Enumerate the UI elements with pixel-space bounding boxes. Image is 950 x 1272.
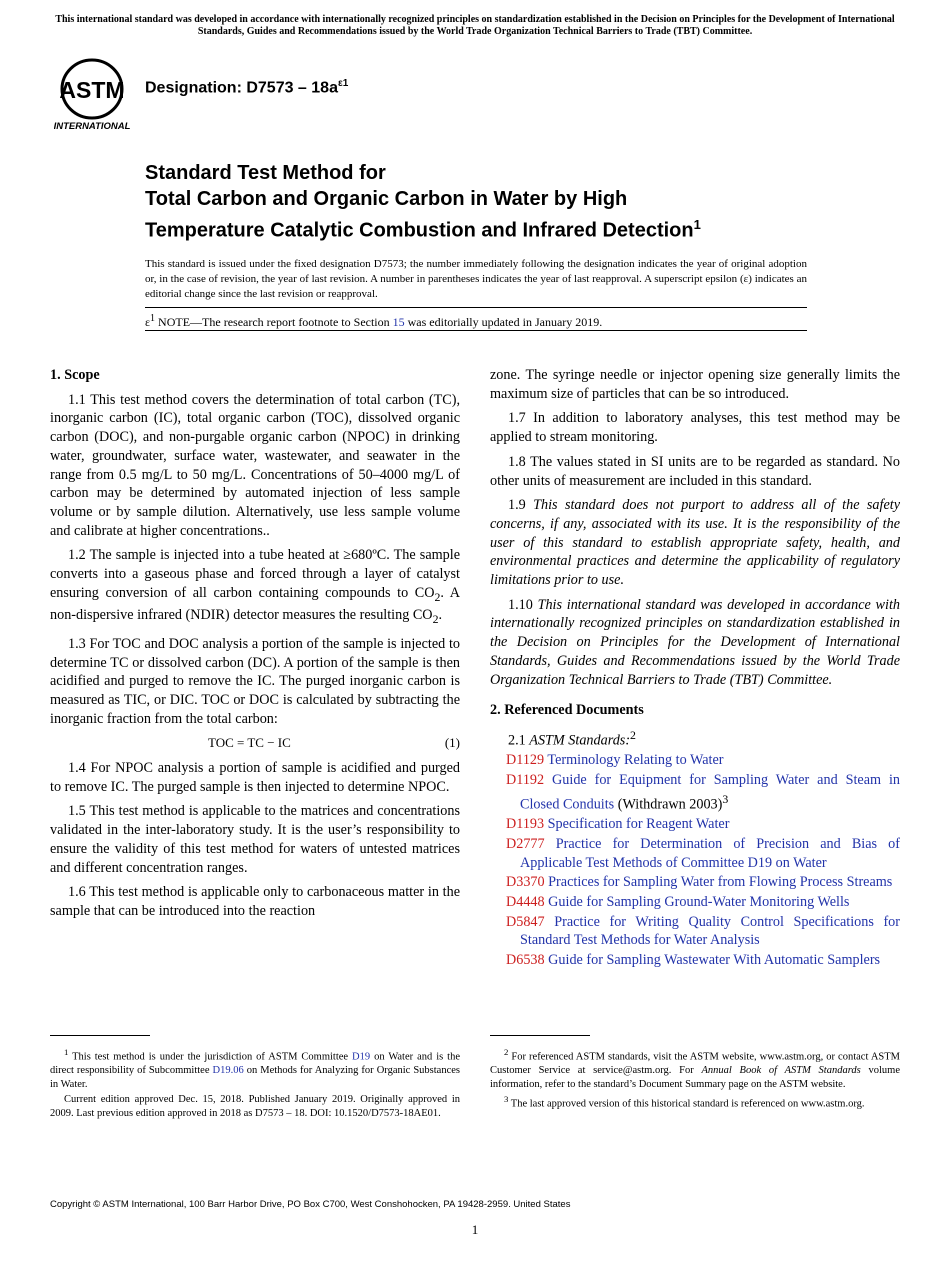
footnotes-left: [50, 1046, 460, 1122]
divider-bottom: [145, 330, 807, 331]
paragraph-2-1: 2.1 ASTM Standards:$^2$: [508, 727, 636, 749]
reference-code-link[interactable]: D1129: [506, 752, 545, 769]
reference-item: [490, 835, 900, 872]
footnote-rule-right: [490, 1035, 590, 1036]
title-line-1: Standard Test Method for: [145, 162, 386, 184]
reference-item: [490, 951, 900, 970]
reference-title-link[interactable]: Guide for Sampling Wastewater With Automatic Samplers: [548, 952, 881, 969]
epsilon-note: $\varepsilon^1$ NOTE—The research report footnote to Section 15 was editorially updated in January 2019.: [145, 313, 603, 329]
equation-text: TOC = TC − IC: [208, 735, 291, 751]
paragraph-1-7: 1.7 In addition to laboratory analyses, this test method may be applied to stream monitoring.: [490, 410, 900, 446]
reference-item: [490, 913, 900, 950]
copyright-footer: Copyright © ASTM International, 100 Barr Harbor Drive, PO Box C700, West Conshohocken, PA 19428-2959. United States: [50, 1199, 571, 1210]
reference-item: D1192 Guide for Equipment for Sampling Water and Steam in Closed Conduits (Withdrawn 2003)$^3$: [506, 772, 900, 813]
title-line-3: Temperature Catalytic Combustion and Infrared Detection$^1$: [145, 217, 701, 242]
designation-label: Designation: D7573 – 18a: [145, 79, 338, 97]
reference-title-link[interactable]: Guide for Equipment for Sampling Water and Steam in Closed Conduits: [520, 772, 900, 813]
reference-title-link[interactable]: Terminology Relating to Water: [547, 752, 724, 769]
footnote-1: $^1$ This test method is under the jurisdiction of ASTM Committee D19 on Water and is the direct responsibility of Subcommittee D19.06 on Methods for Analyzing for Organic Substances in Water.: [50, 1047, 460, 1090]
reference-code-link[interactable]: D4448: [506, 894, 545, 911]
paragraph-1-10: 1.10 This international standard was developed in accordance with internationally recognized principles on standardization established in the Decision on Principles for the Development of International Standards, Guides and Recommendations issued by the World Trade Organization Technical Barriers to Trade (TBT) Committee.: [490, 596, 900, 688]
section-2-heading: 2. Referenced Documents: [490, 702, 644, 719]
committee-d19-link[interactable]: D19: [352, 1051, 371, 1063]
paragraph-1-6b: zone. The syringe needle or injector opening size generally limits the maximum size of particles that can be so introduced.: [490, 367, 900, 402]
paragraph-1-3: 1.3 For TOC and DOC analysis a portion of the sample is injected to determine TC or dissolved carbon (DC). A portion of the sample is then acidified and purged to remove the IC. The purged inorganic carbon is measured as TIC, or DIC. TOC or DOC is calculated by subtracting the inorganic fraction from the total carbon:: [50, 635, 460, 727]
title-footnote-ref: 1: [693, 217, 701, 232]
paragraph-1-4: 1.4 For NPOC analysis a portion of sample is acidified and purged to remove IC. The purged sample is then injected to determine NPOC.: [50, 760, 460, 795]
reference-title-link[interactable]: Practices for Sampling Water from Flowing Process Streams: [548, 874, 893, 891]
reference-item: [490, 815, 900, 834]
footnote-3: $^3$ The last approved version of this historical standard is referenced on www.astm.org.: [504, 1094, 865, 1110]
reference-title-link[interactable]: Practice for Determination of Precision and Bias of Applicable Test Methods of Committee D19 on Water: [520, 835, 901, 871]
page-number: 1: [471, 1222, 479, 1237]
reference-item: [490, 873, 900, 892]
designation-epsilon: ε1: [337, 78, 349, 89]
paragraph-1-8: 1.8 The values stated in SI units are to be regarded as standard. No other units of measurement are included in this standard.: [490, 453, 900, 489]
footnotes-right: [490, 1046, 900, 1113]
paragraph-1-9: 1.9 This standard does not purport to address all of the safety concerns, if any, associated with its use. It is the responsibility of the user of this standard to establish appropriate safety, health, and environmental practices and determine the applicability of regulatory limitations prior to use.: [490, 497, 900, 589]
subcommittee-d19-06-link[interactable]: D19.06: [212, 1065, 244, 1076]
reference-code-link[interactable]: D3370: [506, 874, 545, 891]
reference-code-link[interactable]: D1192: [506, 772, 545, 789]
footnote-rule-left: [50, 1035, 150, 1036]
reference-code-link[interactable]: D2777: [506, 835, 545, 852]
document-title: [145, 160, 865, 244]
paragraph-1-1: 1.1 This test method covers the determination of total carbon (TC), inorganic carbon (IC), total organic carbon (TOC), dissolved organic carbon (DOC), and non-purgable organic carbon (NPOC) in drinking water, groundwater, surface water, wastewater, and seawater in the range from 0.5 mg/L to 50 mg/L. Concentrations of 50–4000 mg/L of carbon may be determined by automated injection of less sample volume or by sample dilution. Alternatively, use less sample volume and calibrate at higher concentrations..: [50, 391, 460, 539]
reference-list: [490, 751, 900, 969]
footnote-2: $^2$ For referenced ASTM standards, visit the ASTM website, www.astm.org, or contact ASTM Customer Service at service@astm.org. For Annual Book of ASTM Standards volume information, refer to the standard’s Document Summary page on the ASTM website.: [490, 1047, 900, 1090]
reference-title-link[interactable]: Guide for Sampling Ground-Water Monitoring Wells: [548, 894, 850, 911]
logo-wordmark: INTERNATIONAL: [54, 121, 131, 132]
top-notice: This international standard was developed in accordance with internationally recognized principles on standardization established in the Decision on Principles for the Development of International Standards, Guides and Recommendations issued by the World Trade Organization Technical Barriers to Trade (TBT) Committee.: [55, 14, 895, 37]
astm-logo-mark: [54, 56, 134, 134]
left-column: [50, 366, 460, 927]
right-column: [490, 366, 900, 971]
title-line-2: Total Carbon and Organic Carbon in Water by High: [145, 188, 628, 210]
reference-item: [490, 893, 900, 912]
astm-logo: [54, 56, 134, 134]
paragraph-1-2: 1.2 The sample is injected into a tube heated at ≥680ºC. The sample converts into a gaseous phase and forced through a layer of catalyst ensuring conversion of all carbon containing compounds to $CO_2$. A non-dispersive infrared (NDIR) detector measures the resulting $CO_2$.: [50, 547, 460, 627]
section-1-heading: 1. Scope: [50, 367, 100, 383]
reference-code-link[interactable]: D6538: [506, 952, 545, 969]
paragraph-1-6a: 1.6 This test method is applicable only to carbonaceous matter in the sample that can be introduced into the reaction: [50, 884, 460, 919]
reference-title-link[interactable]: Specification for Reagent Water: [547, 816, 730, 833]
section-15-link[interactable]: 15: [392, 315, 405, 329]
reference-code-link[interactable]: D1193: [506, 816, 545, 833]
reference-item: [490, 751, 900, 770]
issue-note: This standard is issued under the fixed designation D7573; the number immediately following the designation indicates the year of original adoption or, in the case of revision, the year of last revision. A number in parentheses indicates the year of last reapproval. A superscript epsilon (ε) indicates an editorial change since the last revision or reapproval.: [145, 258, 807, 300]
designation: [145, 78, 348, 97]
footnote-edition: Current edition approved Dec. 15, 2018. Published January 2019. Originally approved in 2009. Last previous edition approved in 2018 as D7573 – 18. DOI: 10.1520/D7573-18AE01.: [50, 1094, 460, 1119]
equation-number: (1): [444, 735, 460, 751]
divider-top: [145, 307, 807, 308]
reference-title-link[interactable]: Practice for Writing Quality Control Specifications for Standard Test Methods for Water Analysis: [520, 913, 901, 949]
equation-1: [50, 734, 460, 753]
logo-letters: ASTM: [59, 77, 125, 103]
paragraph-1-5: 1.5 This test method is applicable to the matrices and concentrations validated in the inter-laboratory study. It is the user’s responsibility to ensure the validity of this test method for waters of untested matrices and different concentration ranges.: [50, 803, 460, 876]
reference-code-link[interactable]: D5847: [506, 913, 545, 930]
